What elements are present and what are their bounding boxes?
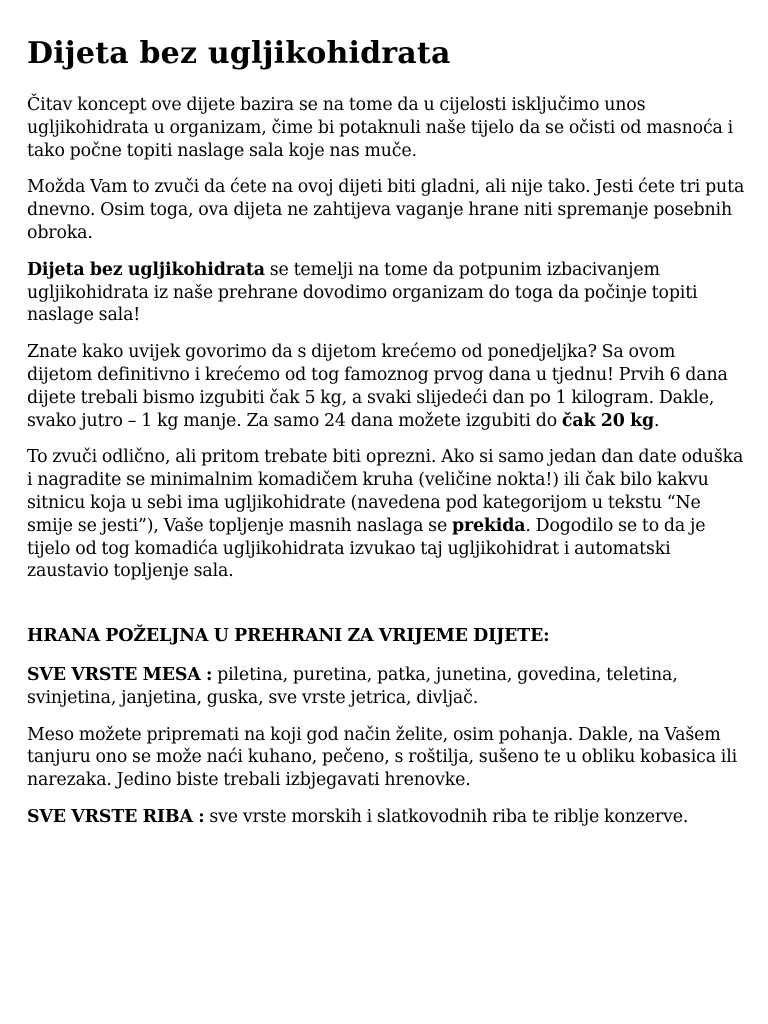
meat-list: piletina, puretina, patka, junetina, govedina, teletina, svinjetina, janjetina, guska, sve vrste jetrica, divljač. xyxy=(27,664,678,708)
interrupt-bold: prekida xyxy=(451,515,526,536)
paragraph-schedule-text: Znate kako uvijek govorimo da s dijetom krećemo od ponedjeljka? Sa ovom dijetom definitivno i krećemo od tog famoznog prvog dana u tjednu! Prvih 6 dana dijete trebali bismo izgubiti čak 5 kg, a svaki slijedeći dan po 1 kilogram. Dakle, svako jutro – 1 kg manje. Za samo 24 dana možete izgubiti do xyxy=(27,342,728,431)
paragraph-principle-text: se temelji na tome da potpunim izbacivanjem ugljikohidrata iz naše prehrane dovodimo organizam do toga da počinje topiti naslage sala! xyxy=(27,259,698,326)
document-title: Dijeta bez ugljikohidrata xyxy=(27,36,451,71)
meat-label: SVE VRSTE MESA : xyxy=(27,664,213,685)
paragraph-principle xyxy=(27,259,745,327)
paragraph-warning-text: To zvuči odlično, ali pritom trebate biti oprezni. Ako si samo jedan dan date oduška i nagradite se minimalnim komadičem kruha (veličine nokta!) ili čak bilo kakvu sitnicu koja u sebi ima ugljikohidrate (navedena pod kategorijom u tekstu “Ne smije se jesti”), Vaše topljenje masnih naslaga se xyxy=(27,447,744,536)
paragraph-schedule xyxy=(27,341,745,432)
paragraph-intro xyxy=(27,94,745,162)
paragraph-warning-end: . Dogodilo se to da je tijelo od tog komadića ugljikohidrata izvukao taj ugljikohidrat i automatski zaustavio topljenje sala. xyxy=(27,515,706,582)
paragraph-schedule-end: . xyxy=(654,410,660,431)
meat-note-text: Meso možete pripremati na koji god način želite, osim pohanja. Dakle, na Vašem tanjuru ono se može naći kuhano, pečeno, s roštilja, sušeno te u obliku kobasica ili narezaka. Jedino biste trebali izbjegavati hrenovke. xyxy=(27,724,738,791)
paragraph-meat xyxy=(27,664,745,710)
paragraph-fish xyxy=(27,806,745,829)
diet-name-bold: Dijeta bez ugljikohidrata xyxy=(27,259,265,280)
section-heading: HRANA POŽELJNA U PREHRANI ZA VRIJEME DIJETE: xyxy=(27,626,550,647)
paragraph-hunger xyxy=(27,176,745,244)
paragraph-meat-note xyxy=(27,724,745,792)
weight-loss-bold: čak 20 kg xyxy=(561,410,654,431)
fish-list: sve vrste morskih i slatkovodnih riba te riblje konzerve. xyxy=(204,806,689,827)
paragraph-warning xyxy=(27,446,745,583)
section-spacer xyxy=(27,597,745,625)
document-page xyxy=(27,36,745,843)
fish-label: SVE VRSTE RIBA : xyxy=(27,806,205,827)
paragraph-intro-text: Čitav koncept ove dijete bazira se na tome da u cijelosti isključimo unos ugljikohidrata u organizam, čime bi potaknuli naše tijelo da se očisti od masnoća i tako počne topiti naslage sala koje nas muče. xyxy=(27,95,734,161)
paragraph-hunger-text: Možda Vam to zvuči da ćete na ovoj dijeti biti gladni, ali nije tako. Jesti ćete tri puta dnevno. Osim toga, ova dijeta ne zahtijeva vaganje hrane niti spremanje posebnih obroka. xyxy=(27,177,745,243)
